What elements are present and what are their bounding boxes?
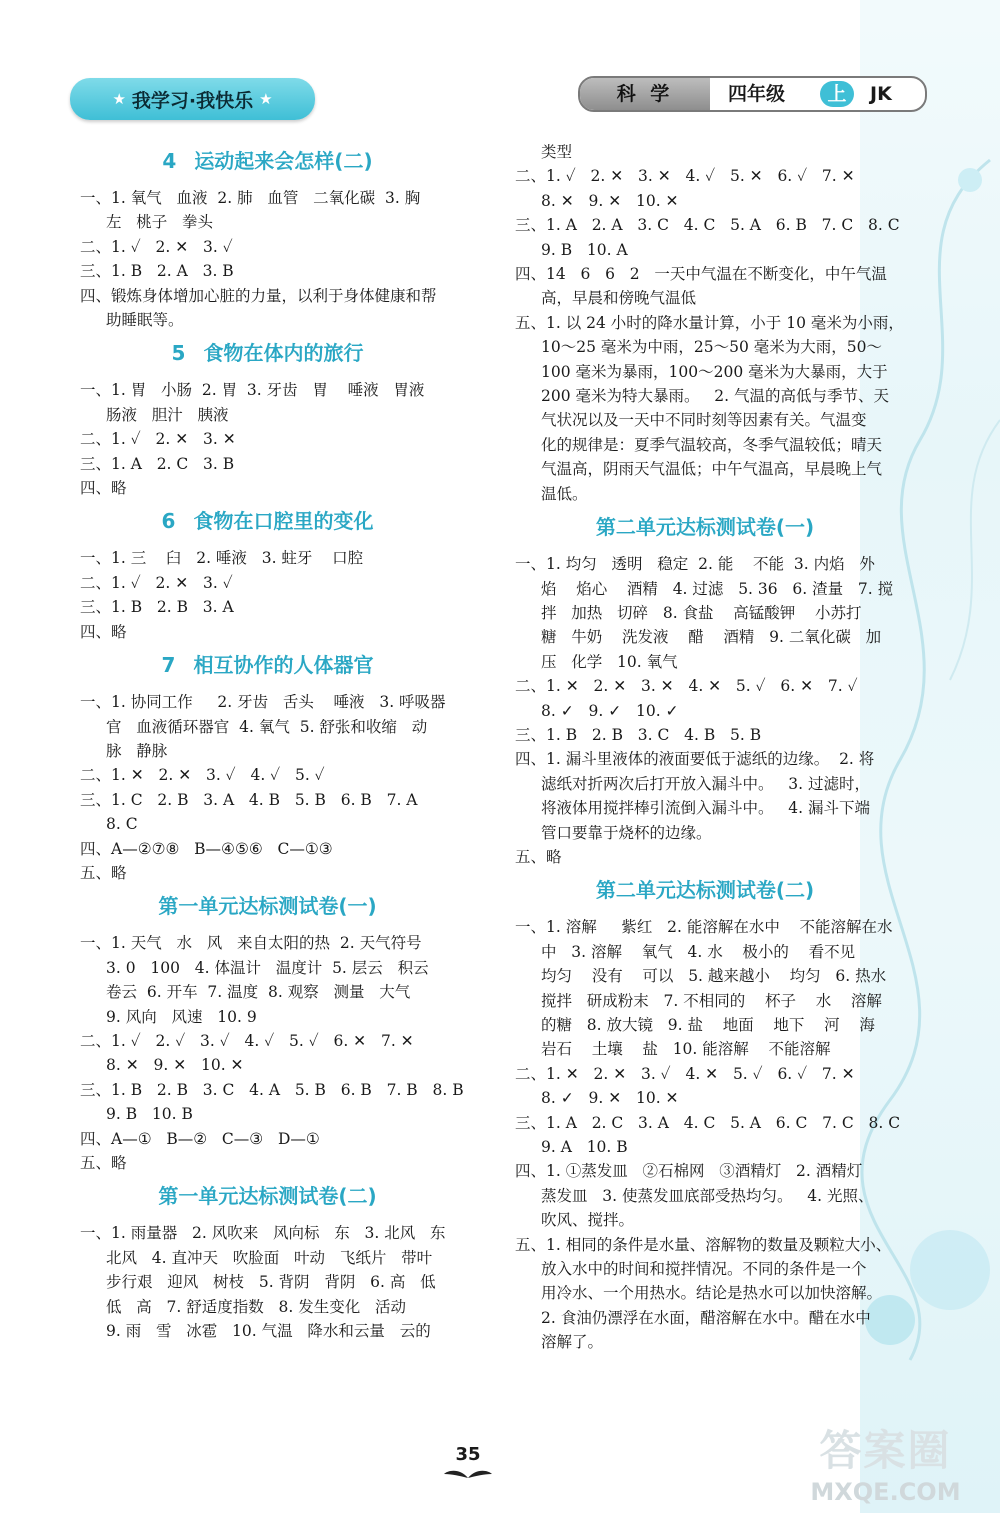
answer-line: 步行艰 迎风 树枝 5. 背阴 背阴 6. 高 低: [106, 1273, 436, 1292]
answer-line: 将液体用搅拌棒引流倒入漏斗中。 4. 漏斗下端: [541, 799, 870, 818]
answer-line: 岩石 土壤 盐 10. 能溶解 不能溶解: [541, 1040, 831, 1059]
answer-line: 高，早晨和傍晚气温低: [541, 289, 697, 308]
answer-line: 三、1. A 2. C 3. A 4. C 5. A 6. C 7. C 8. C: [515, 1113, 901, 1132]
answer-line: 四、略: [80, 479, 127, 498]
section-title: 第二单元达标测试卷(一): [595, 515, 815, 540]
answer-line: 9. A 10. B: [541, 1138, 628, 1157]
answer-line: 10～25 毫米为中雨，25～50 毫米为大雨，50～: [541, 338, 882, 357]
watermark-url: MXQE.COM: [810, 1478, 961, 1506]
answer-line: 9. 风向 风速 10. 9: [106, 1007, 257, 1026]
answer-line: 三、1. B 2. B 3. A: [80, 598, 234, 617]
answer-line: 卷云 6. 开车 7. 温度 8. 观察 测量 大气: [106, 983, 411, 1002]
edition-label: JK: [870, 83, 892, 105]
leaf-ornament-icon: [442, 1466, 494, 1482]
answer-line: 气温高，阴雨天气温低；中午气温高，早晨晚上气: [541, 460, 883, 479]
grade-label: 四年级: [728, 83, 786, 105]
section-heading: [80, 146, 455, 176]
answer-line: 温低。: [541, 484, 588, 503]
section-title: 第二单元达标测试卷(二): [595, 878, 815, 903]
section-number: 5: [171, 341, 186, 366]
answer-line: 放入水中的时间和搅拌情况。不同的条件是一个: [541, 1260, 867, 1279]
answer-line: 二、1. ✓ 2. ✕ 3. ✕: [80, 430, 236, 449]
answer-line: 均匀 没有 可以 5. 越来越小 均匀 6. 热水: [541, 967, 887, 986]
answer-line: 100 毫米为暴雨，100～200 毫米为大暴雨，大于: [541, 362, 888, 381]
answer-line: 四、A—②⑦⑧ B—④⑤⑥ C—①③: [80, 839, 333, 858]
answer-line: 8. ✕ 9. ✕ 10. ✕: [106, 1056, 244, 1075]
answer-line: 2. 食油仍漂浮在水面，醋溶解在水中。醋在水中: [541, 1308, 871, 1327]
answer-line: 压 化学 10. 氧气: [541, 652, 678, 671]
answer-line: 助睡眠等。: [106, 311, 184, 330]
answer-line: 官 血液循环器官 4. 氧气 5. 舒张和收缩 动: [106, 717, 428, 736]
answer-line: 五、略: [80, 863, 127, 882]
answer-line: 搅拌 研成粉末 7. 不相同的 杯子 水 溶解: [541, 991, 882, 1010]
answer-line: 四、锻炼身体增加心脏的力量，以利于身体健康和帮: [80, 286, 437, 305]
answer-line: 8. ✕ 9. ✕ 10. ✕: [541, 191, 679, 210]
answer-line: 低 高 7. 舒适度指数 8. 发生变化 活动: [106, 1297, 407, 1316]
answer-line: 气状况以及一天中不同时刻等因素有关。气温变: [541, 411, 867, 430]
answer-line: 二、1. ✓ 2. ✕ 3. ✓: [80, 573, 233, 592]
answer-line: 二、1. ✓ 2. ✓ 3. ✓ 4. ✓ 5. ✓ 6. ✕ 7. ✕: [80, 1031, 414, 1050]
answer-line: 三、1. B 2. A 3. B: [80, 262, 234, 281]
answer-line: 8. ✓ 9. ✓ 10. ✓: [541, 701, 679, 720]
answer-line: 北风 4. 直冲天 吹脸面 叶动 飞纸片 带叶: [106, 1248, 433, 1267]
section-title: 食物在体内的旅行: [203, 341, 364, 366]
answer-line: 三、1. A 2. C 3. B: [80, 454, 235, 473]
answer-line: 一、1. 溶解 紫红 2. 能溶解在水中 不能溶解在水: [515, 918, 893, 937]
answer-line: 9. B 10. B: [106, 1105, 193, 1124]
section-heading: [80, 891, 455, 921]
header-banner: [70, 78, 315, 120]
section-heading: [515, 875, 895, 905]
star-icon: ★: [259, 90, 273, 108]
answer-line: 9. 雨 雪 冰雹 10. 气温 降水和云量 云的: [106, 1322, 431, 1341]
section-heading: [80, 650, 455, 680]
subject-label: 科 学: [580, 78, 710, 110]
section-number: 6: [161, 509, 176, 534]
answer-line: 二、1. ✕ 2. ✕ 3. ✕ 4. ✕ 5. ✓ 6. ✕ 7. ✓: [515, 677, 858, 696]
watermark: [783, 1418, 988, 1506]
answer-line: 四、1. 漏斗里液体的液面要低于滤纸的边缘。 2. 将: [515, 750, 875, 769]
answer-line: 一、1. 协同工作 2. 牙齿 舌头 唾液 3. 呼吸器: [80, 693, 446, 712]
answer-line: 吹风、搅拌。: [541, 1211, 635, 1230]
answer-line: 四、14 6 6 2 一天中气温在不断变化，中午气温: [515, 265, 887, 284]
section-title: 食物在口腔里的变化: [193, 509, 374, 534]
answer-line: 化的规律是：夏季气温较高，冬季气温较低；晴天: [541, 435, 883, 454]
section-heading: [515, 512, 895, 542]
answer-line: 二、1. ✓ 2. ✕ 3. ✕ 4. ✓ 5. ✕ 6. ✓ 7. ✕: [515, 167, 855, 186]
answer-line: 一、1. 氧气 血液 2. 肺 血管 二氧化碳 3. 胸: [80, 189, 421, 207]
answer-line: 溶解了。: [541, 1333, 604, 1352]
answer-line: 左 桃子 拳头: [106, 213, 214, 232]
answer-line: 用冷水、一个用热水。结论是热水可以加快溶解。: [541, 1284, 883, 1303]
answer-line: 拌 加热 切碎 8. 食盐 高锰酸钾 小苏打: [541, 603, 862, 622]
page-number: 35: [455, 1444, 481, 1465]
left-column: [80, 140, 464, 1343]
volume-badge: 上: [820, 81, 854, 107]
answer-line: 焰 焰心 酒精 4. 过滤 5. 36 6. 渣量 7. 搅: [541, 579, 894, 598]
answer-line: 中 3. 溶解 氧气 4. 水 极小的 看不见: [541, 942, 856, 961]
answer-line: 蒸发皿 3. 使蒸发皿底部受热均匀。 4. 光照、: [541, 1186, 874, 1205]
answer-line: 8. ✓ 9. ✕ 10. ✕: [541, 1089, 679, 1108]
section-title: 第一单元达标测试卷(一): [158, 894, 377, 919]
answer-line: 三、1. B 2. B 3. C 4. B 5. B: [515, 725, 762, 744]
answer-line: 一、1. 三 臼 2. 唾液 3. 蛀牙 口腔: [80, 549, 364, 568]
answer-line: 四、1. ①蒸发皿 ②石棉网 ③酒精灯 2. 酒精灯: [515, 1162, 863, 1181]
answer-line: 一、1. 胃 小肠 2. 胃 3. 牙齿 胃 唾液 胃液: [80, 381, 425, 400]
section-title: 运动起来会怎样(二): [194, 149, 373, 173]
answer-line: 200 毫米为特大暴雨。 2. 气温的高低与季节、天: [541, 387, 890, 406]
section-heading: [80, 338, 455, 368]
answer-line: 类型: [541, 143, 573, 161]
answer-line: 一、1. 雨量器 2. 风吹来 风向标 东 3. 北风 东: [80, 1224, 446, 1243]
section-heading: [80, 1181, 455, 1211]
answer-line: 五、略: [515, 847, 562, 866]
answer-line: 三、1. C 2. B 3. A 4. B 5. B 6. B 7. A: [80, 790, 418, 809]
answer-line: 3. 0 100 4. 体温计 温度计 5. 层云 积云: [106, 958, 429, 977]
answer-line: 9. B 10. A: [541, 240, 628, 259]
section-title: 第一单元达标测试卷(二): [158, 1184, 377, 1209]
section-number: 4: [162, 149, 177, 173]
answer-line: 糖 牛奶 洗发液 醋 酒精 9. 二氧化碳 加: [541, 628, 882, 647]
answer-line: 四、略: [80, 622, 127, 641]
banner-text: 我学习·我快乐: [131, 89, 254, 112]
section-title: 相互协作的人体器官: [193, 653, 374, 678]
answer-line: 8. C: [106, 815, 138, 834]
answer-line: 二、1. ✓ 2. ✕ 3. ✓: [80, 237, 233, 256]
section-number: 7: [161, 653, 176, 678]
section-heading: [80, 506, 455, 536]
watermark-logo: 答案圈: [819, 1426, 952, 1475]
star-icon: ★: [112, 90, 126, 108]
answer-line: 二、1. ✕ 2. ✕ 3. ✓ 4. ✓ 5. ✓: [80, 766, 325, 785]
answer-line: 二、1. ✕ 2. ✕ 3. ✓ 4. ✕ 5. ✓ 6. ✓ 7. ✕: [515, 1064, 855, 1083]
answer-line: 三、1. B 2. B 3. C 4. A 5. B 6. B 7. B 8. B: [80, 1080, 464, 1099]
right-column: [515, 140, 904, 1355]
answer-line: 四、A—① B—② C—③ D—①: [80, 1129, 320, 1148]
answer-line: 五、1. 相同的条件是水量、溶解物的数量及颗粒大小、: [515, 1235, 892, 1254]
answer-line: 滤纸对折两次后打开放入漏斗中。 3. 过滤时，: [541, 774, 870, 793]
answer-line: 一、1. 天气 水 风 来自太阳的热 2. 天气符号: [80, 934, 422, 953]
answer-line: 肠液 胆汁 胰液: [106, 405, 229, 424]
answer-line: 脉 静脉: [106, 741, 168, 760]
answer-line: 五、略: [80, 1154, 127, 1172]
answer-line: 的糖 8. 放大镜 9. 盐 地面 地下 河 海: [541, 1016, 875, 1034]
subject-bar: [578, 76, 927, 112]
answer-line: 三、1. A 2. A 3. C 4. C 5. A 6. B 7. C 8. C: [515, 216, 900, 235]
answer-line: 一、1. 均匀 透明 稳定 2. 能 不能 3. 内焰 外: [515, 555, 875, 574]
answer-line: 五、1. 以 24 小时的降水量计算，小于 10 毫米为小雨，: [515, 313, 904, 332]
answer-line: 管口要靠于烧杯的边缘。: [541, 823, 712, 842]
